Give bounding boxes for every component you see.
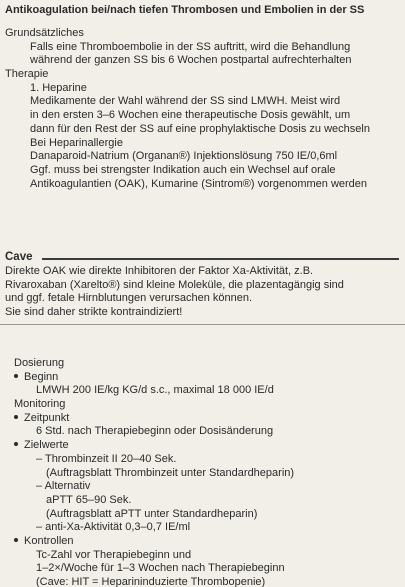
paragraph-line: in den ersten 3–6 Wochen eine therapeutische Dosis gewählt, um: [30, 109, 351, 122]
paragraph-line: Medikamente der Wahl während der SS sind LMWH. Meist wird: [30, 95, 341, 108]
paragraph-line: dann für den Rest der SS auf eine prophylaktische Dosis zu wechseln: [30, 122, 370, 135]
paragraph-line: während der ganzen SS bis 6 Wochen postpartal aufrechterhalten: [30, 54, 352, 67]
paragraph-line: Ggf. muss bei strengster Indikation auch ein Wechsel auf orale: [30, 163, 336, 176]
cave-line: Direkte OAK wie direkte Inhibitoren der Faktor Xa-Aktivität, z.B.: [5, 265, 314, 277]
paragraph-line: Antikoagulantien (OAK), Kumarine (Sintrom®) vorgenommen werden: [30, 177, 368, 190]
detail-line: 1–2×/Woche für 1–3 Wochen nach Therapiebeginn: [36, 562, 285, 575]
bullet-zeitpunkt: [0, 412, 405, 426]
detail-line: 6 Std. nach Therapiebeginn oder Dosisänderung: [36, 425, 274, 438]
bullet-kontrollen: [0, 535, 405, 549]
detail-line: – anti-Xa-Aktivität 0,3–0,7 IE/ml: [36, 521, 191, 534]
cave-line: und ggf. fetale Hirnblutungen verursachen können.: [5, 292, 253, 305]
heading-monitoring: Monitoring: [14, 398, 66, 411]
cave-box: [0, 265, 405, 320]
cave-divider: [42, 258, 399, 260]
bullet-icon: [14, 442, 18, 446]
detail-line: (Auftragsblatt Thrombinzeit unter Standardheparin): [46, 466, 295, 479]
bullet-label: Kontrollen: [24, 534, 74, 547]
detail-line: LMWH 200 IE/kg KG/d s.c., maximal 18 000 IE/d: [36, 384, 274, 397]
heading-dosierung: Dosierung: [14, 357, 65, 369]
bullet-beginn: [0, 371, 405, 385]
paragraph-line: Bei Heparinallergie: [30, 136, 123, 149]
bullet-icon: [14, 415, 18, 419]
bullet-label: Beginn: [24, 370, 59, 383]
section-dosierung: [0, 357, 405, 587]
paragraph-line: Falls eine Thromboembolie in der SS auftritt, wird die Behandlung: [30, 40, 351, 53]
detail-line: – Thrombinzeit II 20–40 Sek.: [36, 452, 177, 465]
heading-grundsaetzliches: Grundsätzliches: [5, 27, 84, 39]
paragraph-line: Therapie: [5, 68, 49, 81]
section-grundsaetzliches: [0, 27, 405, 191]
detail-line: (Cave: HIT = Heparininduzierte Thrombopenie): [36, 576, 266, 587]
detail-line: – Alternativ: [36, 480, 91, 493]
cave-line: Sie sind daher strikte kontraindiziert!: [5, 306, 183, 319]
page-title: Antikoagulation bei/nach tiefen Thrombosen und Embolien in der SS: [5, 4, 365, 16]
detail-line: aPTT 65–90 Sek.: [46, 493, 132, 506]
paragraph-line: Danaparoid-Natrium (Organan®) Injektionslösung 750 IE/0,6ml: [30, 150, 338, 163]
bullet-icon: [14, 538, 18, 542]
cave-line: Rivaroxaban (Xarelto®) sind kleine Moleküle, die plazentagängig sind: [5, 278, 344, 291]
bullet-label: Zielwerte: [24, 439, 69, 452]
detail-line: Tc-Zahl vor Therapiebeginn und: [36, 548, 192, 561]
bullet-label: Zeitpunkt: [24, 411, 70, 424]
heading-heparine: 1. Heparine: [30, 81, 87, 94]
cave-heading: Cave: [5, 251, 33, 263]
bullet-icon: [14, 374, 18, 378]
cave-bottom-divider: [0, 324, 405, 325]
bullet-zielwerte: [0, 439, 405, 453]
detail-line: (Auftragsblatt aPTT unter Standardheparin): [46, 507, 258, 520]
